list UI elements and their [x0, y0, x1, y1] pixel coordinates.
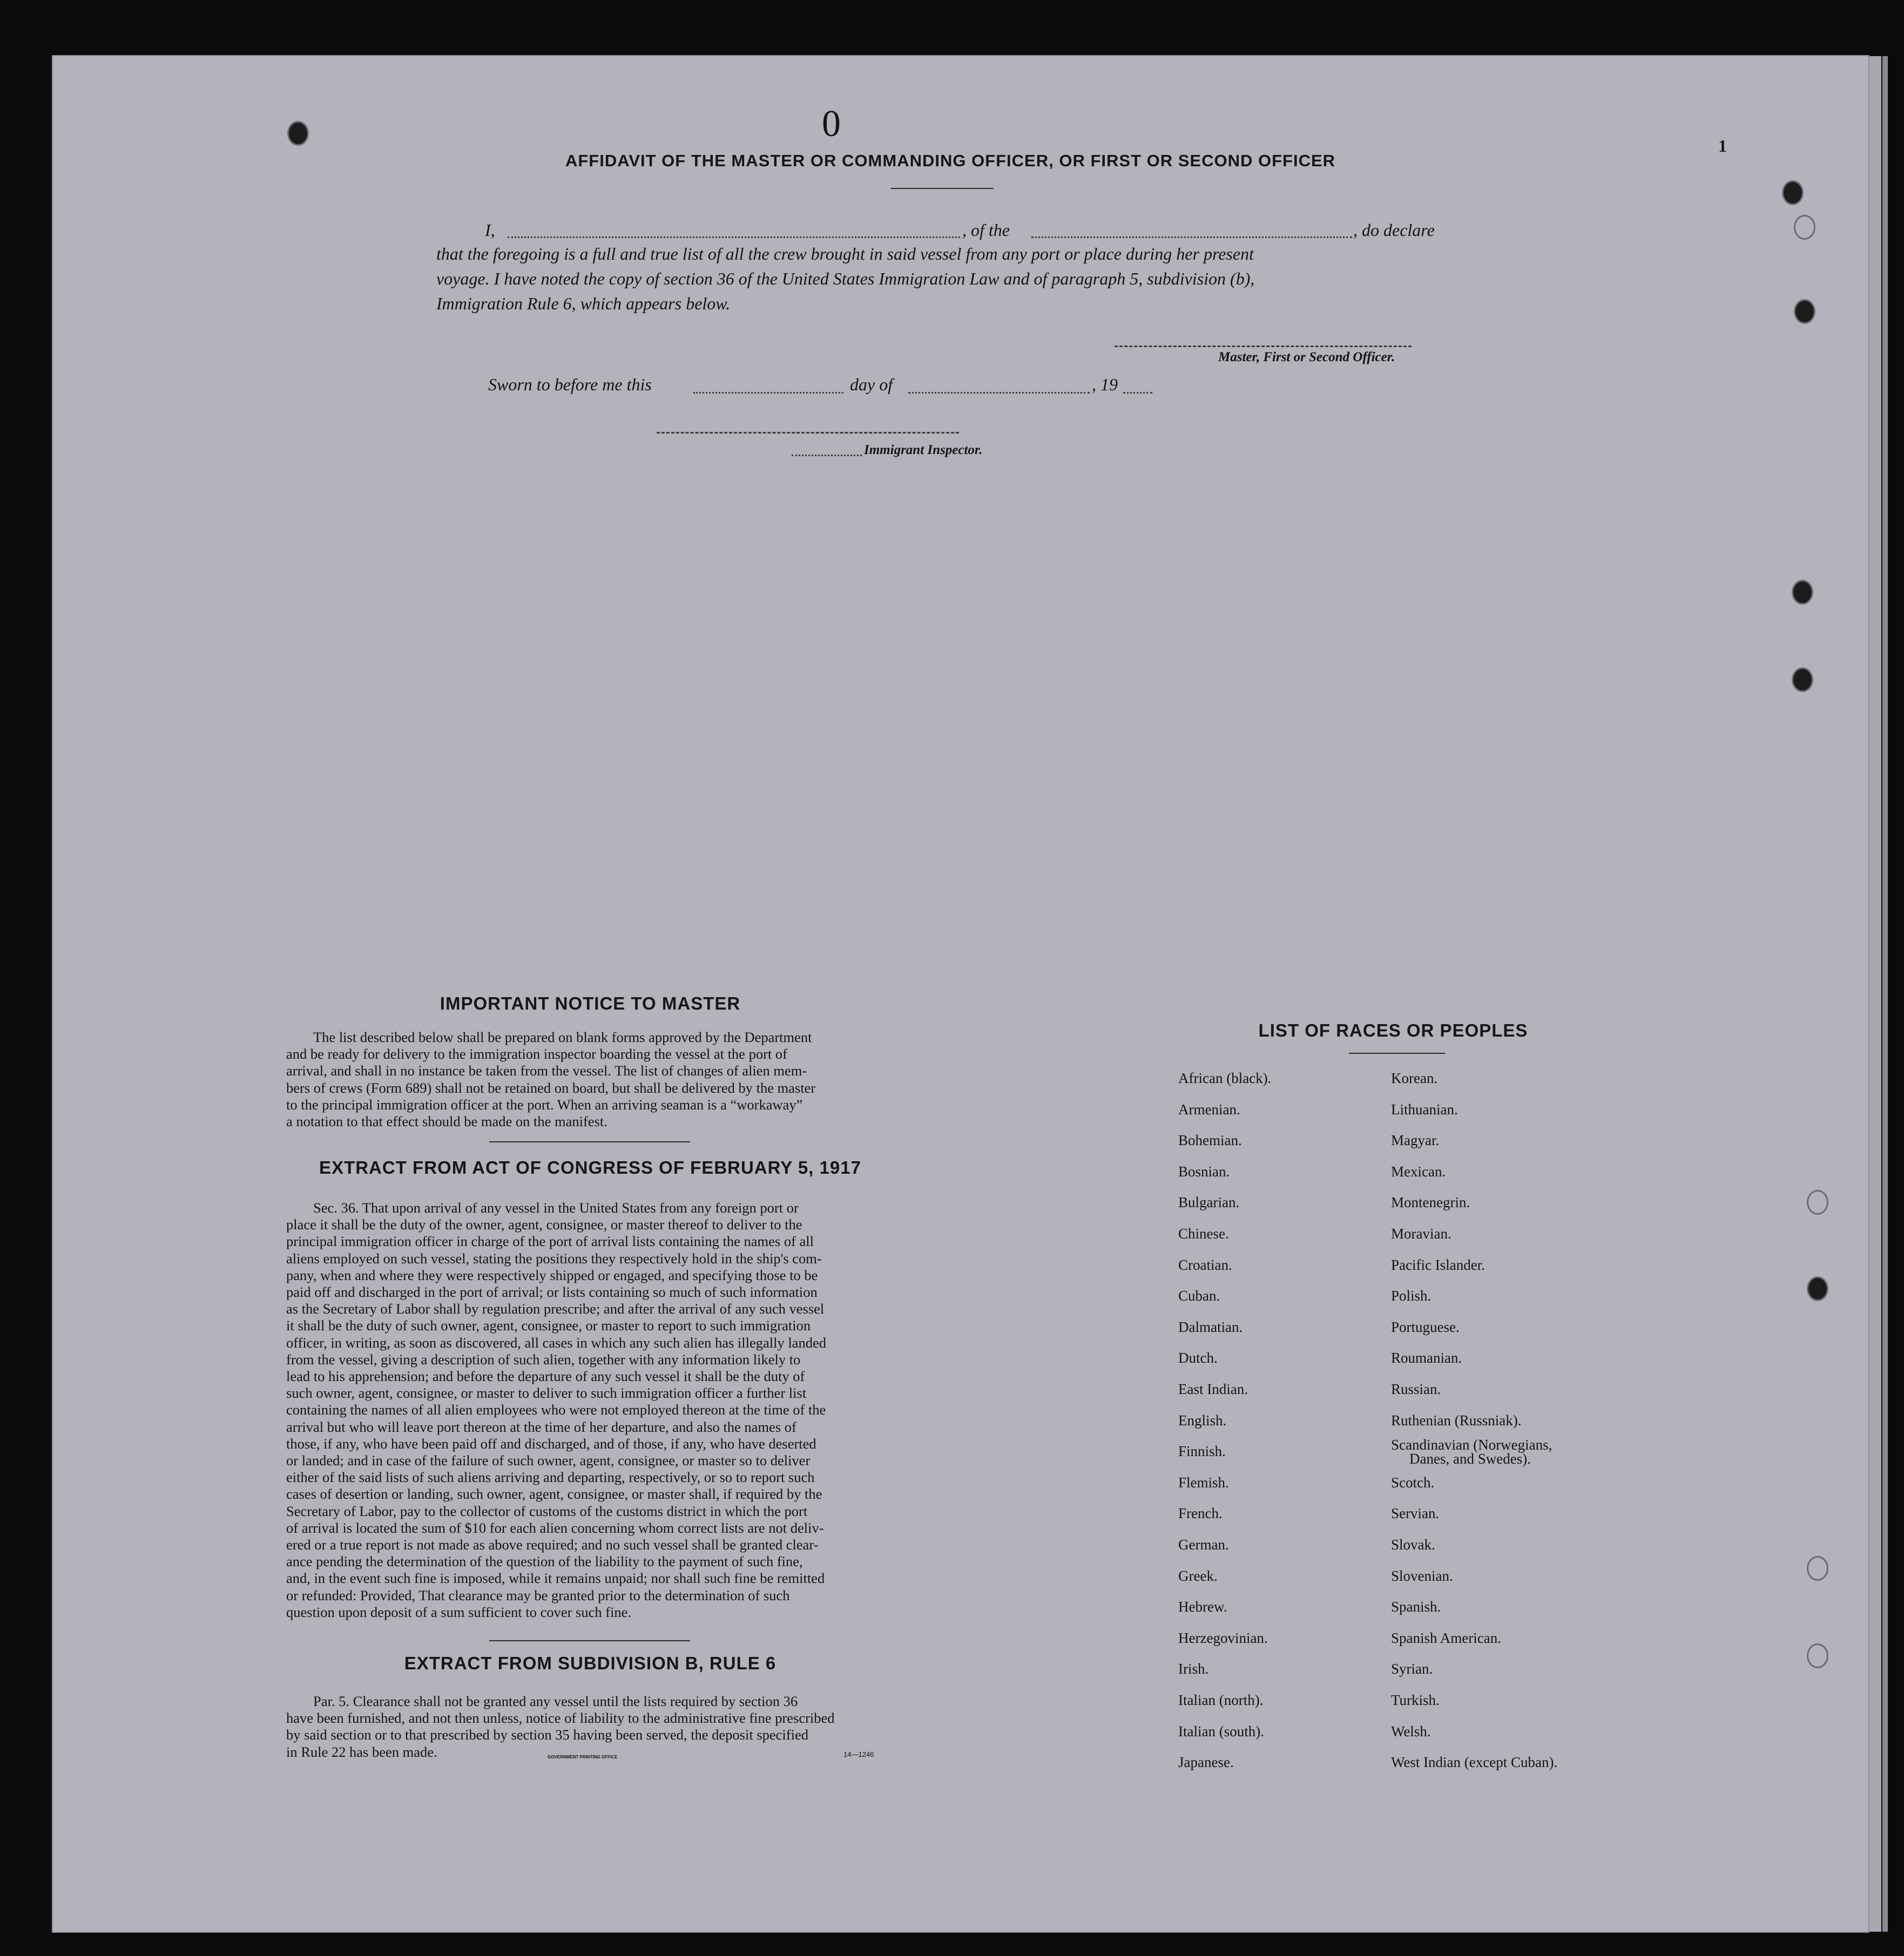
race-item: French. [1178, 1505, 1223, 1522]
notice-rule [489, 1141, 690, 1142]
sworn-year: , 19 [1092, 375, 1118, 394]
races-title: LIST OF RACES OR PEOPLES [1258, 1020, 1528, 1040]
inspector-signature-label: Immigrant Inspector. [864, 443, 983, 457]
affidavit-line-4: Immigration Rule 6, which appears below. [436, 294, 731, 313]
vessel-name-field[interactable] [1031, 236, 1352, 238]
race-item: Flemish. [1178, 1474, 1229, 1491]
race-item: Cuban. [1178, 1288, 1220, 1304]
act-line: Sec. 36. That upon arrival of any vessel in the United States from any foreign port or [313, 1200, 799, 1216]
affidavit-title: AFFIDAVIT OF THE MASTER OR COMMANDING OFFICER, OR FIRST OR SECOND OFFICER [565, 151, 1336, 170]
act-extract-body [286, 1200, 894, 1621]
race-item: Irish. [1178, 1661, 1209, 1677]
master-signature-field[interactable] [1115, 346, 1412, 347]
rule-extract-body [286, 1693, 894, 1761]
sworn-year-field[interactable] [1123, 392, 1152, 394]
notice-line: and be ready for delivery to the immigration inspector boarding the vessel at the port of [286, 1046, 787, 1062]
race-item: Pacific Islander. [1391, 1256, 1485, 1273]
race-item: African (black). [1178, 1070, 1272, 1086]
inspector-signature-lead [792, 455, 862, 456]
act-line: Secretary of Labor, pay to the collector of customs of the customs district in which the port [286, 1502, 808, 1519]
form-number: 14—1246 [843, 1750, 874, 1758]
rule-line: have been furnished, and not then unless, notice of liability to the administrative fine prescribed [286, 1710, 835, 1727]
race-item: Spanish American. [1391, 1629, 1501, 1646]
race-item: Croatian. [1178, 1256, 1232, 1273]
act-line: as the Secretary of Labor shall by regulation prescribe; and after the arrival of any such vessel [286, 1301, 825, 1317]
race-item: Roumanian. [1391, 1350, 1462, 1366]
race-item: Bohemian. [1178, 1132, 1242, 1149]
sworn-prefix: Sworn to before me this [488, 375, 652, 394]
act-line: paid off and discharged in the port of arrival; or lists containing so much of such information [286, 1284, 818, 1301]
notice-line: arrival, and shall in no instance be taken from the vessel. The list of changes of alien mem- [286, 1062, 807, 1079]
race-item: Mexican. [1391, 1163, 1446, 1180]
race-item: Japanese. [1178, 1754, 1234, 1771]
rule-line: Par. 5. Clearance shall not be granted any vessel until the lists required by section 36 [313, 1693, 798, 1709]
punch-hole-icon [1782, 180, 1804, 205]
declarant-name-field[interactable] [508, 236, 960, 238]
declarant-prefix: I, [485, 220, 495, 240]
act-line: ance pending the determination of the question of the liability to the payment of such fine, [286, 1553, 803, 1570]
race-item: Armenian. [1178, 1101, 1240, 1118]
act-line: lead to his apprehension; and before the departure of any such vessel it shall be the duty of [286, 1368, 805, 1385]
act-line: containing the names of all alien employees who were not employed thereon at the time of the [286, 1402, 826, 1418]
punch-hole-icon [1807, 1556, 1828, 1581]
act-line: cases of desertion or landing, such owner, agent, consignee, or master shall, if required by the [286, 1486, 822, 1502]
inspector-signature-field[interactable] [657, 432, 959, 434]
paper-edge [1882, 56, 1888, 1932]
master-signature-label: Master, First or Second Officer. [1218, 350, 1395, 364]
punch-hole-icon [1794, 215, 1815, 240]
act-line: officer, in writing, as soon as discovered, all cases in which any such alien has illegally landed [286, 1334, 827, 1351]
act-line: it shall be the duty of such owner, agent, consignee, or master to report to such immigration [286, 1317, 811, 1334]
race-item: Russian. [1391, 1381, 1441, 1397]
race-item: Moravian. [1391, 1226, 1451, 1242]
act-line: aliens employed on such vessel, stating the positions they respectively hold in the ship's com- [286, 1250, 822, 1267]
race-item: Italian (south). [1178, 1723, 1264, 1740]
punch-hole-icon [1807, 1643, 1828, 1668]
punch-hole-icon [1792, 580, 1813, 605]
act-line: arrival but who will leave port thereon at the time of her departure, and also the names of [286, 1418, 796, 1435]
race-item: Bosnian. [1178, 1163, 1230, 1180]
race-item: Scotch. [1391, 1474, 1435, 1491]
notice-title: IMPORTANT NOTICE TO MASTER [440, 993, 741, 1013]
act-extract-title: EXTRACT FROM ACT OF CONGRESS OF FEBRUARY 5, 1917 [319, 1158, 861, 1177]
race-item: Slovak. [1391, 1537, 1435, 1553]
race-item: West Indian (except Cuban). [1391, 1754, 1558, 1771]
act-rule [489, 1640, 690, 1641]
punch-hole-icon [1807, 1190, 1828, 1215]
race-item: Italian (north). [1178, 1692, 1264, 1708]
race-item-continuation: Danes, and Swedes). [1409, 1451, 1531, 1467]
race-item: Polish. [1391, 1288, 1432, 1304]
act-line: or landed; and in case of the failure of such owner, agent, consignee, or master so to deliver [286, 1452, 811, 1469]
race-item: English. [1178, 1412, 1227, 1429]
act-line: such owner, agent, consignee, or master to deliver to such immigration officer a further list [286, 1385, 807, 1402]
act-line: place it shall be the duty of the owner, agent, consignee, or master thereof to deliver to the [286, 1216, 802, 1233]
race-item: Welsh. [1391, 1723, 1431, 1740]
printer-imprint: GOVERNMENT PRINTING OFFICE [548, 1755, 618, 1759]
page-mark: 0 [822, 103, 841, 145]
act-line: of arrival is located the sum of $10 for each alien concerning whom correct lists are not deliv- [286, 1519, 824, 1536]
race-item: East Indian. [1178, 1381, 1248, 1397]
race-item: Montenegrin. [1391, 1194, 1470, 1211]
race-item: Greek. [1178, 1567, 1218, 1584]
act-line: either of the said lists of such aliens arriving and departing, respectively, or so to report such [286, 1469, 815, 1486]
affidavit-line-2: that the foregoing is a full and true list of all the crew brought in said vessel from any port or place during her present [436, 244, 1254, 263]
sworn-month-field[interactable] [908, 392, 1090, 394]
notice-line: The list described below shall be prepared on blank forms approved by the Department [313, 1029, 812, 1045]
sworn-day-field[interactable] [693, 392, 843, 394]
race-item: Chinese. [1178, 1226, 1229, 1242]
notice-body [286, 1029, 894, 1130]
race-item: Slovenian. [1391, 1567, 1453, 1584]
document-page [53, 56, 1868, 1932]
punch-hole-icon [1792, 667, 1813, 692]
rule-line: in Rule 22 has been made. [286, 1743, 437, 1760]
race-item: German. [1178, 1537, 1229, 1553]
races-rule [1349, 1053, 1445, 1054]
race-item: Turkish. [1391, 1692, 1440, 1708]
declare-label: , do declare [1353, 220, 1435, 240]
race-item: Hebrew. [1178, 1599, 1227, 1615]
punch-hole-icon [1794, 299, 1815, 324]
corner-mark: 1 [1718, 136, 1727, 155]
vessel-label: , of the [962, 220, 1010, 240]
act-line: those, if any, who have been paid off and discharged, and of those, if any, who have deserted [286, 1435, 816, 1452]
race-item: Herzegovinian. [1178, 1629, 1268, 1646]
affidavit-line-3: voyage. I have noted the copy of section 36 of the United States Immigration Law and of paragraph 5, subdivision (b), [436, 269, 1255, 288]
race-item: Spanish. [1391, 1599, 1441, 1615]
act-line: and, in the event such fine is imposed, while it remains unpaid; nor shall such fine be remitted [286, 1570, 825, 1587]
act-line: pany, when and where they were respectively shipped or engaged, and specifying those to be [286, 1267, 818, 1283]
act-line: ered or a true report is not made as above required; and no such vessel shall be granted clear- [286, 1537, 819, 1553]
act-line: question upon deposit of a sum sufficient to cover such fine. [286, 1603, 632, 1620]
sworn-day-of: day of [850, 375, 893, 394]
race-item: Finnish. [1178, 1443, 1226, 1460]
race-item: Lithuanian. [1391, 1101, 1458, 1118]
rule-extract-title: EXTRACT FROM SUBDIVISION B, RULE 6 [404, 1653, 777, 1673]
rule-line: by said section or to that prescribed by section 35 having been served, the deposit specified [286, 1727, 808, 1743]
race-item: Bulgarian. [1178, 1194, 1240, 1211]
race-item: Portuguese. [1391, 1318, 1460, 1335]
race-item: Servian. [1391, 1505, 1440, 1522]
race-item: Dutch. [1178, 1350, 1218, 1366]
race-item: Dalmatian. [1178, 1318, 1243, 1335]
race-item: Syrian. [1391, 1661, 1433, 1677]
race-item: Magyar. [1391, 1132, 1440, 1149]
act-line: from the vessel, giving a description of such alien, together with any information likely to [286, 1351, 801, 1368]
race-item: Ruthenian (Russniak). [1391, 1412, 1522, 1429]
notice-line: to the principal immigration officer at the port. When an arriving seaman is a “workaway” [286, 1096, 803, 1113]
paper-edge [1868, 56, 1881, 1932]
notice-line: a notation to that effect should be made on the manifest. [286, 1113, 607, 1130]
act-line: or refunded: Provided, That clearance may be granted prior to the determination of such [286, 1587, 790, 1603]
notice-line: bers of crews (Form 689) shall not be retained on board, but shall be delivered by the master [286, 1079, 816, 1096]
race-item: Scandinavian (Norwegians, [1391, 1437, 1552, 1453]
punch-hole-icon [1807, 1276, 1828, 1301]
act-line: principal immigration officer in charge of the port of arrival lists containing the names of all [286, 1233, 814, 1250]
race-item: Korean. [1391, 1070, 1438, 1086]
punch-hole-icon [287, 121, 309, 146]
title-rule [891, 188, 994, 189]
